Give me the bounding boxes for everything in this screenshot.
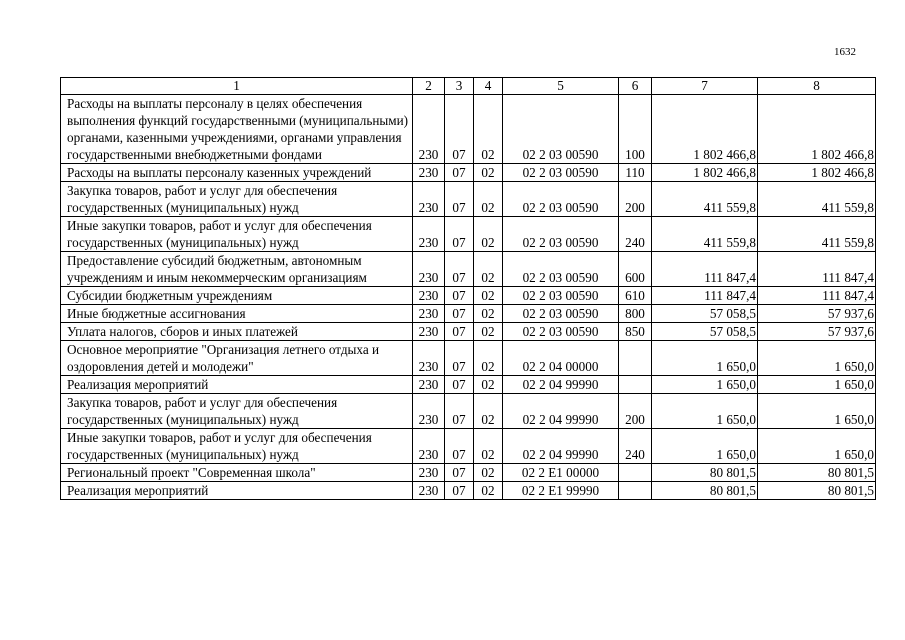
row-description: Уплата налогов, сборов и иных платежей: [61, 323, 413, 341]
cell-code-5: 02 2 E1 99990: [503, 482, 619, 500]
cell-code-5: 02 2 03 00590: [503, 323, 619, 341]
table-row: [61, 164, 876, 182]
column-header: 2: [413, 78, 445, 95]
table-row: [61, 182, 876, 217]
cell-code-3: 07: [445, 394, 474, 429]
table-row: [61, 323, 876, 341]
cell-code-6: [619, 376, 652, 394]
cell-code-2: 230: [413, 182, 445, 217]
cell-code-5: 02 2 03 00590: [503, 287, 619, 305]
row-description: Иные закупки товаров, работ и услуг для обеспечения государственных (муниципальных) нужд: [61, 217, 413, 252]
row-description: Предоставление субсидий бюджетным, автономным учреждениям и иным некоммерческим организациям: [61, 252, 413, 287]
cell-code-4: 02: [474, 464, 503, 482]
cell-code-5: 02 2 03 00590: [503, 217, 619, 252]
cell-code-4: 02: [474, 482, 503, 500]
cell-code-5: 02 2 04 99990: [503, 429, 619, 464]
cell-amount-7: 111 847,4: [652, 287, 758, 305]
row-description: Закупка товаров, работ и услуг для обеспечения государственных (муниципальных) нужд: [61, 182, 413, 217]
cell-code-2: 230: [413, 341, 445, 376]
cell-code-3: 07: [445, 429, 474, 464]
cell-code-4: 02: [474, 341, 503, 376]
cell-code-6: 850: [619, 323, 652, 341]
cell-code-3: 07: [445, 305, 474, 323]
cell-amount-7: 80 801,5: [652, 482, 758, 500]
column-header: 8: [758, 78, 876, 95]
row-description: Закупка товаров, работ и услуг для обеспечения государственных (муниципальных) нужд: [61, 394, 413, 429]
cell-code-3: 07: [445, 287, 474, 305]
cell-code-6: 600: [619, 252, 652, 287]
cell-amount-8: 411 559,8: [758, 182, 876, 217]
cell-amount-8: 1 802 466,8: [758, 164, 876, 182]
cell-code-5: 02 2 03 00590: [503, 252, 619, 287]
cell-code-5: 02 2 E1 00000: [503, 464, 619, 482]
cell-code-4: 02: [474, 95, 503, 164]
cell-code-6: [619, 341, 652, 376]
cell-code-6: 240: [619, 429, 652, 464]
column-header: 3: [445, 78, 474, 95]
row-description: Реализация мероприятий: [61, 482, 413, 500]
cell-code-3: 07: [445, 482, 474, 500]
cell-code-5: 02 2 04 99990: [503, 394, 619, 429]
cell-code-2: 230: [413, 305, 445, 323]
table-row: [61, 287, 876, 305]
cell-amount-8: 1 650,0: [758, 394, 876, 429]
cell-amount-7: 80 801,5: [652, 464, 758, 482]
cell-amount-8: 1 650,0: [758, 429, 876, 464]
cell-amount-8: 1 650,0: [758, 341, 876, 376]
cell-code-3: 07: [445, 182, 474, 217]
budget-table: [60, 77, 876, 500]
cell-code-3: 07: [445, 376, 474, 394]
cell-code-5: 02 2 04 99990: [503, 376, 619, 394]
row-description: Иные бюджетные ассигнования: [61, 305, 413, 323]
table-row: [61, 95, 876, 164]
table-row: [61, 341, 876, 376]
table-body: [61, 95, 876, 500]
cell-code-6: 110: [619, 164, 652, 182]
cell-code-4: 02: [474, 217, 503, 252]
cell-amount-7: 1 802 466,8: [652, 164, 758, 182]
cell-amount-7: 111 847,4: [652, 252, 758, 287]
cell-code-4: 02: [474, 376, 503, 394]
table-row: [61, 305, 876, 323]
table-row: [61, 464, 876, 482]
cell-code-2: 230: [413, 429, 445, 464]
cell-amount-7: 1 650,0: [652, 394, 758, 429]
cell-code-4: 02: [474, 305, 503, 323]
header-row: [61, 78, 876, 95]
cell-code-4: 02: [474, 182, 503, 217]
cell-code-4: 02: [474, 394, 503, 429]
cell-amount-8: 80 801,5: [758, 482, 876, 500]
row-description: Субсидии бюджетным учреждениям: [61, 287, 413, 305]
cell-code-5: 02 2 03 00590: [503, 95, 619, 164]
cell-amount-8: 411 559,8: [758, 217, 876, 252]
cell-amount-7: 411 559,8: [652, 182, 758, 217]
cell-code-2: 230: [413, 464, 445, 482]
cell-code-3: 07: [445, 95, 474, 164]
cell-amount-7: 57 058,5: [652, 305, 758, 323]
column-header: 4: [474, 78, 503, 95]
cell-amount-8: 111 847,4: [758, 252, 876, 287]
row-description: Расходы на выплаты персоналу казенных учреждений: [61, 164, 413, 182]
cell-code-2: 230: [413, 217, 445, 252]
table-row: [61, 252, 876, 287]
cell-code-6: 610: [619, 287, 652, 305]
row-description: Основное мероприятие "Организация летнего отдыха и оздоровления детей и молодежи": [61, 341, 413, 376]
cell-code-2: 230: [413, 95, 445, 164]
cell-code-3: 07: [445, 341, 474, 376]
cell-code-5: 02 2 03 00590: [503, 182, 619, 217]
cell-code-6: 240: [619, 217, 652, 252]
cell-code-6: 200: [619, 182, 652, 217]
cell-amount-8: 1 650,0: [758, 376, 876, 394]
cell-amount-8: 57 937,6: [758, 305, 876, 323]
row-description: Расходы на выплаты персоналу в целях обеспечения выполнения функций государственными (муниципальными) органами, казенными учреждениями, органами управления государственными внебюджетными фондами: [61, 95, 413, 164]
table-row: [61, 429, 876, 464]
column-header: 1: [61, 78, 413, 95]
cell-code-3: 07: [445, 217, 474, 252]
column-header: 5: [503, 78, 619, 95]
cell-code-2: 230: [413, 482, 445, 500]
page-number: 1632: [834, 46, 856, 58]
cell-code-2: 230: [413, 376, 445, 394]
cell-code-2: 230: [413, 394, 445, 429]
table-row: [61, 394, 876, 429]
cell-code-3: 07: [445, 323, 474, 341]
row-description: Реализация мероприятий: [61, 376, 413, 394]
cell-code-3: 07: [445, 252, 474, 287]
cell-code-4: 02: [474, 164, 503, 182]
cell-amount-7: 1 650,0: [652, 376, 758, 394]
cell-code-3: 07: [445, 164, 474, 182]
column-header: 7: [652, 78, 758, 95]
cell-code-2: 230: [413, 164, 445, 182]
cell-code-2: 230: [413, 323, 445, 341]
cell-code-4: 02: [474, 287, 503, 305]
cell-amount-7: 1 650,0: [652, 341, 758, 376]
table-row: [61, 376, 876, 394]
table-row: [61, 217, 876, 252]
cell-code-4: 02: [474, 323, 503, 341]
cell-code-5: 02 2 03 00590: [503, 164, 619, 182]
cell-code-4: 02: [474, 429, 503, 464]
row-description: Иные закупки товаров, работ и услуг для обеспечения государственных (муниципальных) нужд: [61, 429, 413, 464]
cell-code-2: 230: [413, 287, 445, 305]
cell-code-6: 800: [619, 305, 652, 323]
cell-amount-8: 80 801,5: [758, 464, 876, 482]
cell-amount-7: 411 559,8: [652, 217, 758, 252]
cell-amount-8: 111 847,4: [758, 287, 876, 305]
cell-code-2: 230: [413, 252, 445, 287]
cell-code-3: 07: [445, 464, 474, 482]
cell-code-6: 100: [619, 95, 652, 164]
cell-code-6: [619, 482, 652, 500]
cell-amount-8: 1 802 466,8: [758, 95, 876, 164]
cell-code-5: 02 2 03 00590: [503, 305, 619, 323]
cell-code-6: 200: [619, 394, 652, 429]
table-row: [61, 482, 876, 500]
cell-code-6: [619, 464, 652, 482]
row-description: Региональный проект "Современная школа": [61, 464, 413, 482]
cell-amount-7: 1 650,0: [652, 429, 758, 464]
cell-amount-8: 57 937,6: [758, 323, 876, 341]
column-header: 6: [619, 78, 652, 95]
cell-code-4: 02: [474, 252, 503, 287]
cell-amount-7: 1 802 466,8: [652, 95, 758, 164]
cell-code-5: 02 2 04 00000: [503, 341, 619, 376]
cell-amount-7: 57 058,5: [652, 323, 758, 341]
